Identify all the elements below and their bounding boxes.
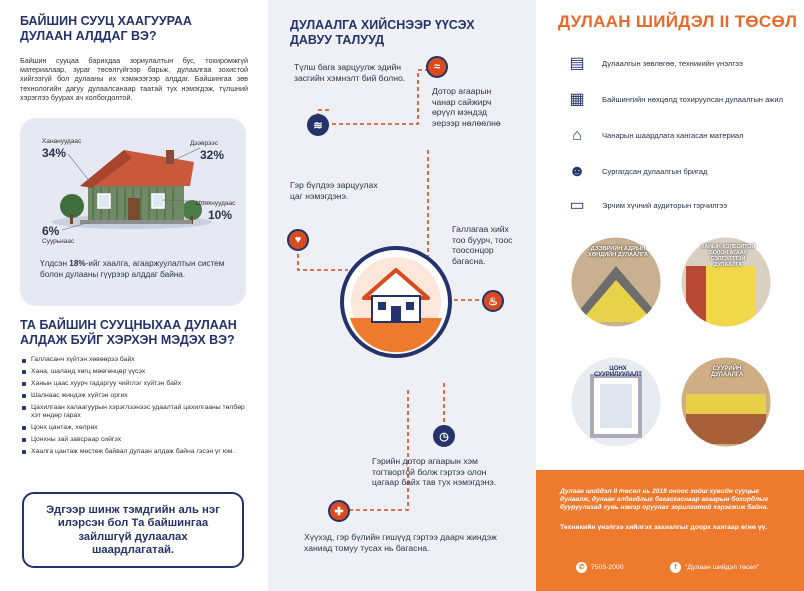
panel-project (536, 0, 804, 591)
list-item: Цахилгаан халаагуурын хэрэглээнээс удаалтай цахилгааны төлбөр хэт өндөр гарах (22, 404, 250, 421)
benefits-title: ДУЛААЛГА ХИЙСНЭЭР ҮҮСЭХ ДАВУУ ТАЛУУД (290, 18, 475, 47)
benefit-stable-temperature: Гэрийн дотор агаарын хэм тогтвортой болж гэртээ олон цагаар байх тав тух нэмэгдэнэ. (372, 456, 497, 488)
windows-loss-pct: 10% (208, 208, 233, 222)
feature-certificate: ▭ Эрчим хүчний аудиторын гэрчилгээ (564, 194, 784, 218)
phone-number: 7505-2000 (591, 564, 624, 571)
walls-loss-pct: 34% (42, 146, 67, 160)
photo-label-window: ЦОНХ СУУРИЛУУЛАЛТ (594, 366, 642, 378)
fire-icon: ♨ (482, 290, 504, 312)
list-item: Галласанч хүйтэн хөвөөрээ байх (22, 356, 250, 364)
solution-photos (536, 226, 804, 466)
benefit-air-quality: Дотор агаарын чанар сайжирч өрүүл мэндэд эерээр нөлөөлнө (432, 86, 501, 128)
benefit-less-firing: Галлагаа хийх тоо буурч, тоос тоосонцор багасна. (452, 224, 513, 266)
list-item: Цонх цантаж, хөлрөх (22, 424, 250, 432)
facebook-icon: f (670, 562, 681, 573)
project-title: ДУЛААН ШИЙДЭЛ II ТӨСӨЛ (558, 12, 798, 31)
project-description: Дулаан шийдэл II төсөл нь 2018 оноос хойш хувийн сууцыг дулаалж, дулаан алдагдлыг багасгаснаар агаарын бохирдлыг бууруулахад хувь нэмэр оруулах зорилготой хэрэгжиж байна. (560, 488, 769, 511)
photo-label-foundation: СУУРИЙН ДУЛААЛГА (710, 366, 744, 378)
air-quality-icon: ≈ (426, 56, 448, 78)
feature-materials: ⌂ Чанарын шаардлага хангасан материал (564, 124, 784, 148)
certificate-icon: ▭ (569, 197, 585, 214)
facebook-contact[interactable] (670, 562, 759, 573)
benefit-family-time: Гэр бүлдээ зарцуулах цаг нэмэгдэнэ. (290, 180, 378, 201)
list-item: Цонхны зай завсраар сийгэх (22, 436, 250, 444)
benefit-fuel-savings: Түлш бага зарцуулж эдийн засгийн хэмнэлт бий болно. (294, 62, 406, 83)
photo-label-wall: ХАНЫН ХОЛБОЛТОЙ БОЛОН АГААР СЭЛГЭЛТТЭЙ ДУЛААЛГА (700, 244, 756, 268)
thermometer-icon: ◷ (433, 425, 455, 447)
phone-contact[interactable] (576, 562, 624, 573)
roof-material-icon: ⌂ (572, 127, 582, 144)
list-item: Шалнаас жиндэж хүйтэн оргих (22, 392, 250, 400)
walls-loss-label: Ханануудаас (42, 138, 82, 145)
photo-label-roof: ДЭЭВРИЙН АДРЫН ХӨНДИЙН ДУЛААЛГА (588, 246, 648, 258)
remaining-loss-caption: Үлдсэн 18%-ийг хаалга, агааржуулалтын систем болон дулааны гүүрээр алддаг байна. (40, 259, 225, 279)
team-icon: ☻ (568, 163, 586, 180)
project-info-box (536, 470, 804, 591)
list-item: Ханын цаас хуурч гадаргуу чийглэг хүйтэн байх (22, 380, 250, 388)
clipboard-icon: ▤ (569, 55, 585, 72)
floor-loss-pct: 6% (42, 224, 60, 238)
panel-benefits (268, 0, 536, 591)
signs-title: ТА БАЙШИН СУУЦНЫХАА ДУЛААН АЛДАЖ БУЙГ ХЭРХЭН МЭДЭХ ВЭ? (20, 318, 237, 347)
phone-icon: ✆ (576, 562, 587, 573)
blueprint-icon: ▦ (569, 91, 585, 108)
floor-loss-label: Суурьнаас (42, 238, 75, 245)
heat-loss-intro: Байшин сууцаа барихдаа зориулалтын бус, тохиромжгүй материалаар, зураг төсөлгүйгээр барьж, дулаалгаа зохистой хийгээгүй бол дулааны их хэмжээгээр алддаг. Байшингаа зөв технологийн дагуу дулаалсанаар таатай тух нэмэгдэж, түлшний хэрэглээ буурах ач холбогдолтой. (20, 56, 248, 102)
windows-loss-label: Цонхнуудаас (196, 200, 236, 207)
health-icon: ✚ (328, 500, 350, 522)
heat-loss-title: БАЙШИН СУУЦ ХААГУУРАА ДУЛААН АЛДДАГ ВЭ? (20, 14, 192, 43)
heat-loss-card (20, 118, 246, 306)
insulation-callout: Эдгээр шинж тэмдгийн аль нэг илэрсэн бол Та байшингаа зайлшгүй дулаалах шаардлагатай. (22, 492, 244, 568)
roof-loss-label: Дээврээс (190, 140, 218, 147)
list-item: Хаалга цантаж мөстөж байвал дулаан алдаж байна гэсэн үг юм. (22, 448, 250, 456)
family-time-icon: ♥ (287, 229, 309, 251)
list-item: Хана, шаланд хөгц мөөгөнцөр үүсэх (22, 368, 250, 376)
feature-insulation-work: ▦ Байшингийн нөхцөлд тохируулсан дулаалгын ажил (564, 88, 784, 112)
order-instruction: Техникийн үнэлгээ хийлгэх захиалгыг доорх хаягаар өгнө үү. (560, 524, 768, 531)
coins-icon: ≋ (307, 114, 329, 136)
facebook-name: "Дулаан шийдэл төсөл" (685, 564, 760, 571)
roof-loss-pct: 32% (200, 148, 225, 162)
feature-brigade: ☻ Сургагдсан дулаалгын бригад (564, 160, 784, 184)
signs-list (22, 356, 250, 460)
benefit-child-health: Хүүхэд, гэр бүлийн гишүүд гэртээ даарч жиндэж ханиад томуу тусах нь багасна. (304, 532, 497, 553)
feature-assessment: ▤ Дулаалгын зөвлөгөө, техникийн үнэлгээ (564, 52, 784, 76)
